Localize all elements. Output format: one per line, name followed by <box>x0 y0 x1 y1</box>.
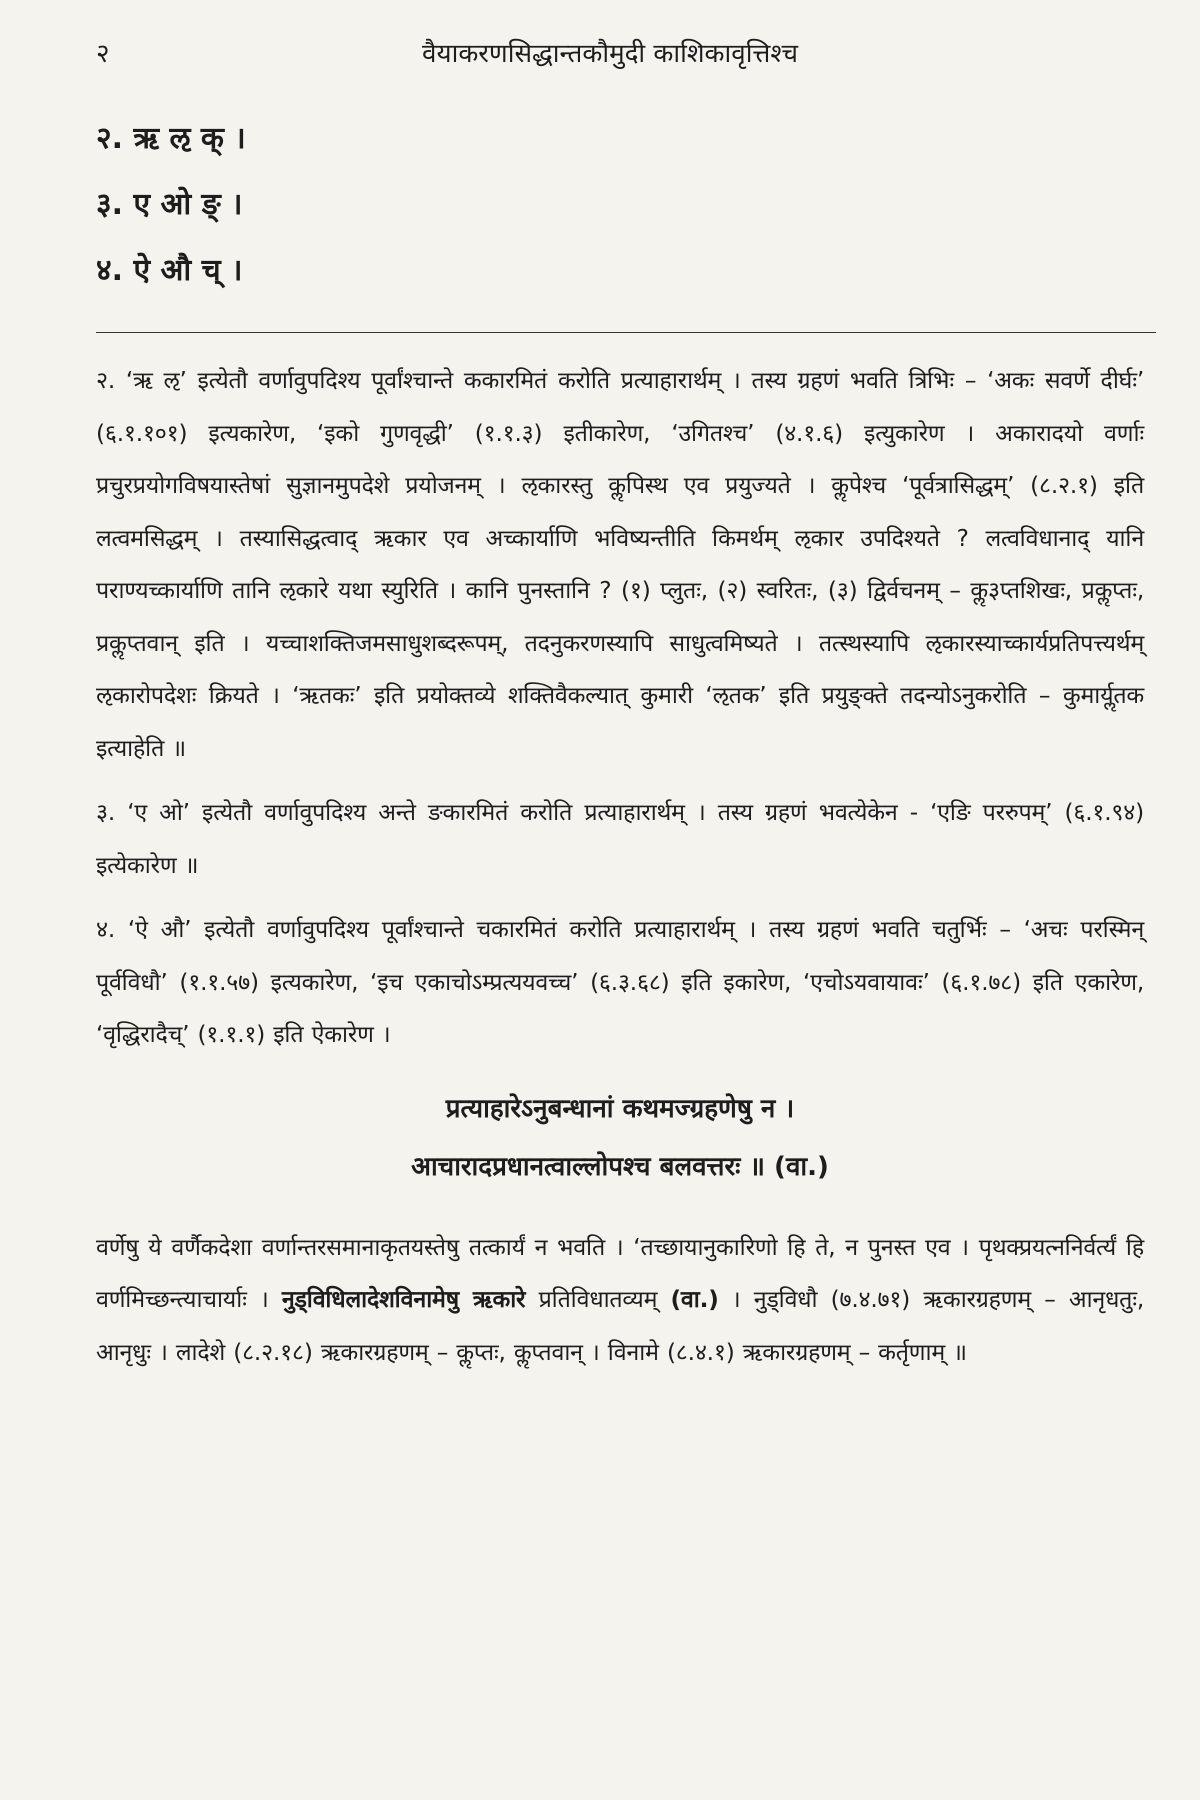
final-text: वर्णेषु ये वर्णैकदेशा वर्णान्तरसमानाकृतयस्तेषु तत्कार्यं न भवति । ‘तच्छायानुकारिणो हि ते, न पुनस्त एव । पृथक्प्रयत्ननिर्वर्त्यं हि वर्णमिच्छन्त्याचार्याः । <box>96 1233 1144 1313</box>
running-title: वैयाकरणसिद्धान्तकौमुदी काशिकावृत्तिश्च <box>422 39 798 69</box>
commentary-paragraph-2: २. ‘ऋ ऌ’ इत्येतौ वर्णावुपदिश्य पूर्वांश्चान्ते ककारमितं करोति प्रत्याहारार्थम् । तस्य ग्रहणं भवति त्रिभिः – ‘अकः सवर्णे दीर्घः’ (६.१.१०१) इत्यकारेण, ‘इको गुणवृद्धी’ (१.१.३) इतीकारेण, ‘उगितश्च’ (४.१.६) इत्युकारेण । अकारादयो वर्णाः प्रचुरप्रयोगविषयास्तेषां सुज्ञानमुपदेशे प्रयोजनम् । ऌकारस्तु कॢपिस्थ एव प्रयुज्यते । कॢपेश्च ‘पूर्वत्रासिद्धम्’ (८.२.१) इति लत्वमसिद्धम् । तस्यासिद्धत्वाद् ऋकार एव अच्कार्याणि भविष्यन्तीति किमर्थम् ऌकार उपदिश्यते ? लत्वविधानाद् यानि पराण्यच्कार्याणि तानि ऌकारे यथा स्युरिति । कानि पुनस्तानि ? (१) प्लुतः, (२) स्वरितः, (३) द्विर्वचनम् – कॢ३प्तशिखः, प्रकॢप्तः, प्रकॢप्तवान् इति । यच्चाशक्तिजमसाधुशब्दरूपम्, तदनुकरणस्यापि साधुत्वमिष्यते । तत्स्थस्यापि ऌकारस्याच्कार्यप्रतिपत्त्यर्थम् ऌकारोपदेशः क्रियते । ‘ऋतकः’ इति प्रयोक्तव्ये शक्तिवैकल्यात् कुमारी ‘ऌतक’ इति प्रयुङ्क्ते तदन्योऽनुकरोति – कुमार्यॢतक इत्याहेति ॥ <box>96 367 1144 762</box>
commentary-paragraph-3: ३. ‘ए ओ’ इत्येतौ वर्णावुपदिश्य अन्ते ङकारमितं करोति प्रत्याहारार्थम् । तस्य ग्रहणं भवत्येकेन - ‘एङि पररुपम्’ (६.१.९४) इत्येकारेण ॥ <box>96 799 1144 879</box>
varttika-inline: नुड्विधिलादेशविनामेषु ऋकारे <box>281 1286 526 1313</box>
varttika-line: आचारादप्रधानत्वाल्लोपश्च बलवत्तरः ॥ (वा.) <box>411 1151 829 1182</box>
sutra-line: २. ऋ ऌ क् । <box>96 121 246 156</box>
sutra-line: ३. ए ओ ङ् । <box>96 187 243 222</box>
varttika-verse <box>96 1080 1144 1196</box>
varttika-marker: (वा.) <box>670 1286 719 1313</box>
sutra-line: ४. ऐ औ च् । <box>96 253 243 288</box>
final-text: । नुड्विधौ (७.४.७१) ऋकारग्रहणम् – आनृधतुः, आनृधुः । लादेशे (८.२.१८) ऋकारग्रहणम् – कॢप्तः, कॢप्तवान् । विनामे (८.४.१) ऋकारग्रहणम् – कर्तृणाम् ॥ <box>96 1286 1145 1366</box>
varttika-line: प्रत्याहारेऽनुबन्धानां कथमज्ग्रहणेषु न । <box>445 1093 795 1124</box>
page-number: २ <box>96 39 110 69</box>
final-paragraph <box>96 1222 1144 1380</box>
sutra-list <box>96 106 1144 304</box>
final-text: प्रतिविधातव्यम् <box>525 1286 671 1313</box>
page-header <box>96 34 1144 84</box>
section-divider <box>96 332 1156 333</box>
commentary-paragraph-4: ४. ‘ऐ औ’ इत्येतौ वर्णावुपदिश्य पूर्वांश्चान्ते चकारमितं करोति प्रत्याहारार्थम् । तस्य ग्रहणं भवति चतुर्भिः – ‘अचः परस्मिन् पूर्वविधौ’ (१.१.५७) इत्यकारेण, ‘इच एकाचोऽम्प्रत्ययवच्च’ (६.३.६८) इति इकारेण, ‘एचोऽयवायावः’ (६.१.७८) इति एकारेण, ‘वृद्धिरादैच्’ (१.१.१) इति ऐकारेण । <box>96 916 1144 1048</box>
